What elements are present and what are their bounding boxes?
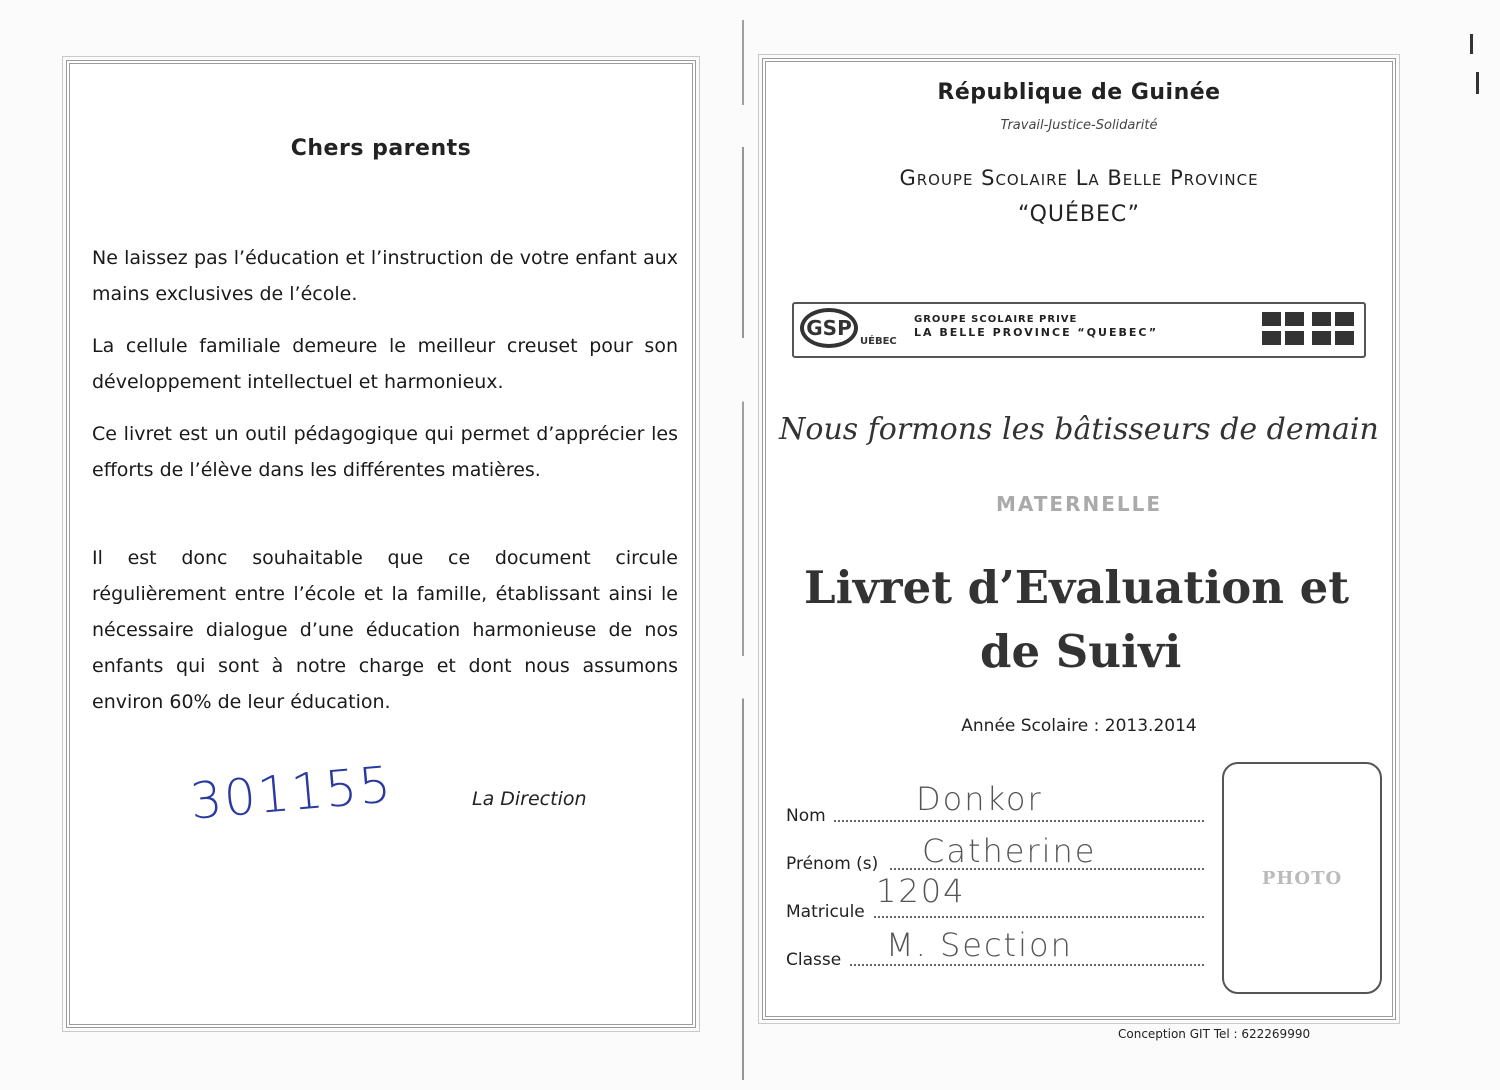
matricule-value: 1204 xyxy=(876,872,966,910)
dotted-line xyxy=(850,964,1204,966)
paragraph-2: La cellule familiale demeure le meilleur creuset pour son développement intellectuel et harmonieux. xyxy=(92,335,678,393)
classe-field xyxy=(786,926,1204,970)
page-title: Chers parents xyxy=(290,136,472,161)
quebec-flag-icon xyxy=(1262,331,1304,345)
school-year: Année Scolaire : 2013.2014 xyxy=(961,716,1197,736)
school-name: Groupe Scolaire La Belle Province xyxy=(899,166,1259,190)
paragraph-4: Il est donc souhaitable que ce document circule régulièrement entre l’école et la famille, établissant ainsi le nécessaire dialogue d’une éducation harmonieuse de nos enfants qui sont à notre charge et dont nous assumons environ 60% de leur éducation. xyxy=(92,547,678,713)
level-label: MATERNELLE xyxy=(995,492,1163,516)
scan-mark xyxy=(1470,34,1473,54)
footer-credit: Conception GIT Tel : 622269990 xyxy=(1118,1027,1311,1041)
signature-label: La Direction xyxy=(472,788,587,810)
school-logo-icon: GSP xyxy=(800,308,858,348)
classe-label: Classe xyxy=(786,950,842,970)
country-heading: République de Guinée xyxy=(937,80,1221,105)
quebec-flag-icon xyxy=(1312,312,1354,326)
banner-line-2: LA BELLE PROVINCE “QUEBEC” xyxy=(914,326,1159,339)
logo-subtext: UÉBEC xyxy=(860,336,897,347)
school-city: “QUÉBEC” xyxy=(1017,202,1141,227)
banner-line-1: GROUPE SCOLAIRE PRIVE xyxy=(914,314,1078,325)
paragraph-1: Ne laissez pas l’éducation et l’instruction de votre enfant aux mains exclusives de l’école. xyxy=(92,247,678,305)
school-banner xyxy=(792,302,1366,358)
booklet-title xyxy=(804,556,1364,684)
quebec-flag-icon xyxy=(1262,312,1304,326)
school-slogan: Nous formons les bâtisseurs de demain xyxy=(779,412,1379,447)
handwritten-number: 301155 xyxy=(187,755,396,831)
booklet-spine xyxy=(742,20,744,1080)
matricule-field xyxy=(786,872,1204,922)
left-page xyxy=(66,60,696,1028)
photo-box: PHOTO xyxy=(1222,762,1382,994)
dotted-line xyxy=(834,820,1204,822)
classe-value: M. Section xyxy=(886,926,1073,964)
quebec-flag-icon xyxy=(1312,331,1354,345)
nom-field xyxy=(786,780,1204,826)
nom-label: Nom xyxy=(786,806,826,826)
scan-mark xyxy=(1476,72,1479,94)
dotted-line xyxy=(874,916,1204,918)
national-motto: Travail-Justice-Solidarité xyxy=(1000,118,1158,133)
nom-value: Donkor xyxy=(916,780,1043,818)
booklet-title-line-2: de Suivi xyxy=(980,625,1182,678)
prenom-field xyxy=(786,832,1204,874)
right-page xyxy=(762,58,1396,1020)
paragraph-3: Ce livret est un outil pédagogique qui permet d’apprécier les efforts de l’élève dans les différentes matières. xyxy=(92,423,678,481)
prenom-label: Prénom (s) xyxy=(786,854,879,874)
matricule-label: Matricule xyxy=(786,902,865,922)
prenom-value: Catherine xyxy=(922,832,1097,870)
booklet-title-line-1: Livret d’Evaluation et xyxy=(804,561,1350,614)
